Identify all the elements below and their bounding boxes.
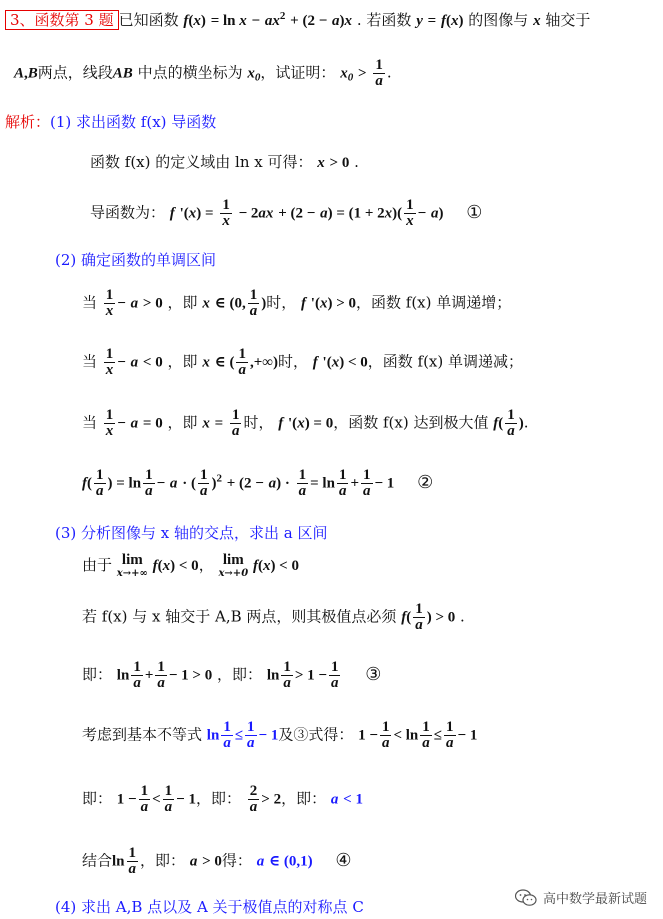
marker-2: ②	[417, 471, 434, 493]
maximum-line: 当 $\frac{1}{x}$ − a = 0 ，即 x = $\frac{1}{a}$ 时， f '(x) = 0，函数 f(x) 达到极大值 f( $\frac{1}{a}$ ).	[82, 407, 529, 439]
derivative-line: 导函数为： f '(x) = $\frac{1}{x}$ − 2ax + (2 − a) = (1 + 2x)( $\frac{1}{x}$ − a) ①	[90, 197, 483, 229]
wechat-icon	[515, 889, 537, 907]
problem-line-1: 3、函数第 3 题 已知函数 $f(x) = \ln x - ax^2 + (2 - a)x$ . 若函数 y = f(x) 的图像与 x 轴交于	[5, 9, 590, 30]
range-line: 即： 1 − $\frac{1}{a}$ < $\frac{1}{a}$ − 1，即： $\frac{2}{a}$ > 2，即： a < 1	[82, 783, 363, 815]
solution-step-4-title: (4) 求出 A,B 点以及 A 关于极值点的对称点 C	[55, 898, 364, 916]
combine-line: 结合ln $\frac{1}{a}$ ，即： a > 0得： a ∈ (0,1) ④	[82, 845, 352, 877]
marker-3: ③	[365, 663, 382, 685]
watermark-text: 高中数学最新试题	[542, 891, 647, 906]
marker-1: ①	[466, 201, 483, 223]
basic-inequality-line: 考虑到基本不等式 ln $\frac{1}{a}$ ≤ $\frac{1}{a}$ − 1及③式得： 1 − $\frac{1}{a}$ < ln $\frac{1}{a}$ ≤ $\frac{1}{a}$ − 1	[82, 719, 478, 751]
inequality-line-3: 即： ln $\frac{1}{a}$ + $\frac{1}{a}$ − 1 > 0 ，即： ln $\frac{1}{a}$ > 1 − $\frac{1}{a}$ ③	[82, 659, 382, 691]
monotonic-decrease-line: 当 $\frac{1}{x}$ − a < 0 ，即 x ∈ ( $\frac{1}{a}$ ,+∞)时， f '(x) < 0，函数 f(x) 单调递减；	[82, 346, 524, 378]
solution-label: 解析：	[5, 113, 51, 131]
solution-step-3-title: (3) 分析图像与 x 轴的交点，求出 a 区间	[55, 524, 328, 542]
condition-line: 若 f(x) 与 x 轴交于 A,B 两点，则其极值点必须 f( $\frac{1}{a}$ ) > 0 .	[82, 601, 465, 633]
marker-4: ④	[335, 849, 352, 871]
maximum-value-line: f( $\frac{1}{a}$ ) = ln $\frac{1}{a}$ − a · ( $\frac{1}{a}$ )$^2$ + (2 − a) · $\frac{1}{a}$ = ln $\frac{1}{a}$ + $\frac{1}{a}$ − 1 ②	[82, 467, 434, 499]
domain-line: 函数 f(x) 的定义域由 ln x 可得： x > 0 .	[90, 153, 359, 171]
problem-line-2: A,B两点，线段AB 中点的横坐标为 $x_0$，试证明： $x_0$ > $\frac{1}{a}$ .	[14, 57, 392, 89]
monotonic-increase-line: 当 $\frac{1}{x}$ − a > 0 ，即 x ∈ (0, $\frac{1}{a}$ )时， f '(x) > 0，函数 f(x) 单调递增；	[82, 287, 512, 319]
watermark	[515, 888, 647, 907]
fraction: $\frac{1}{a}$	[375, 57, 383, 89]
solution-step-2-title: (2) 确定函数的单调区间	[55, 251, 217, 269]
solution-step-1-title: 解析：(1) 求出函数 f(x) 导函数	[5, 113, 217, 131]
limits-line: 由于 lim x→+∞ f(x) < 0， lim x→+0 f(x) < 0	[82, 552, 299, 579]
problem-tag: 3、函数第 3 题	[5, 10, 119, 30]
